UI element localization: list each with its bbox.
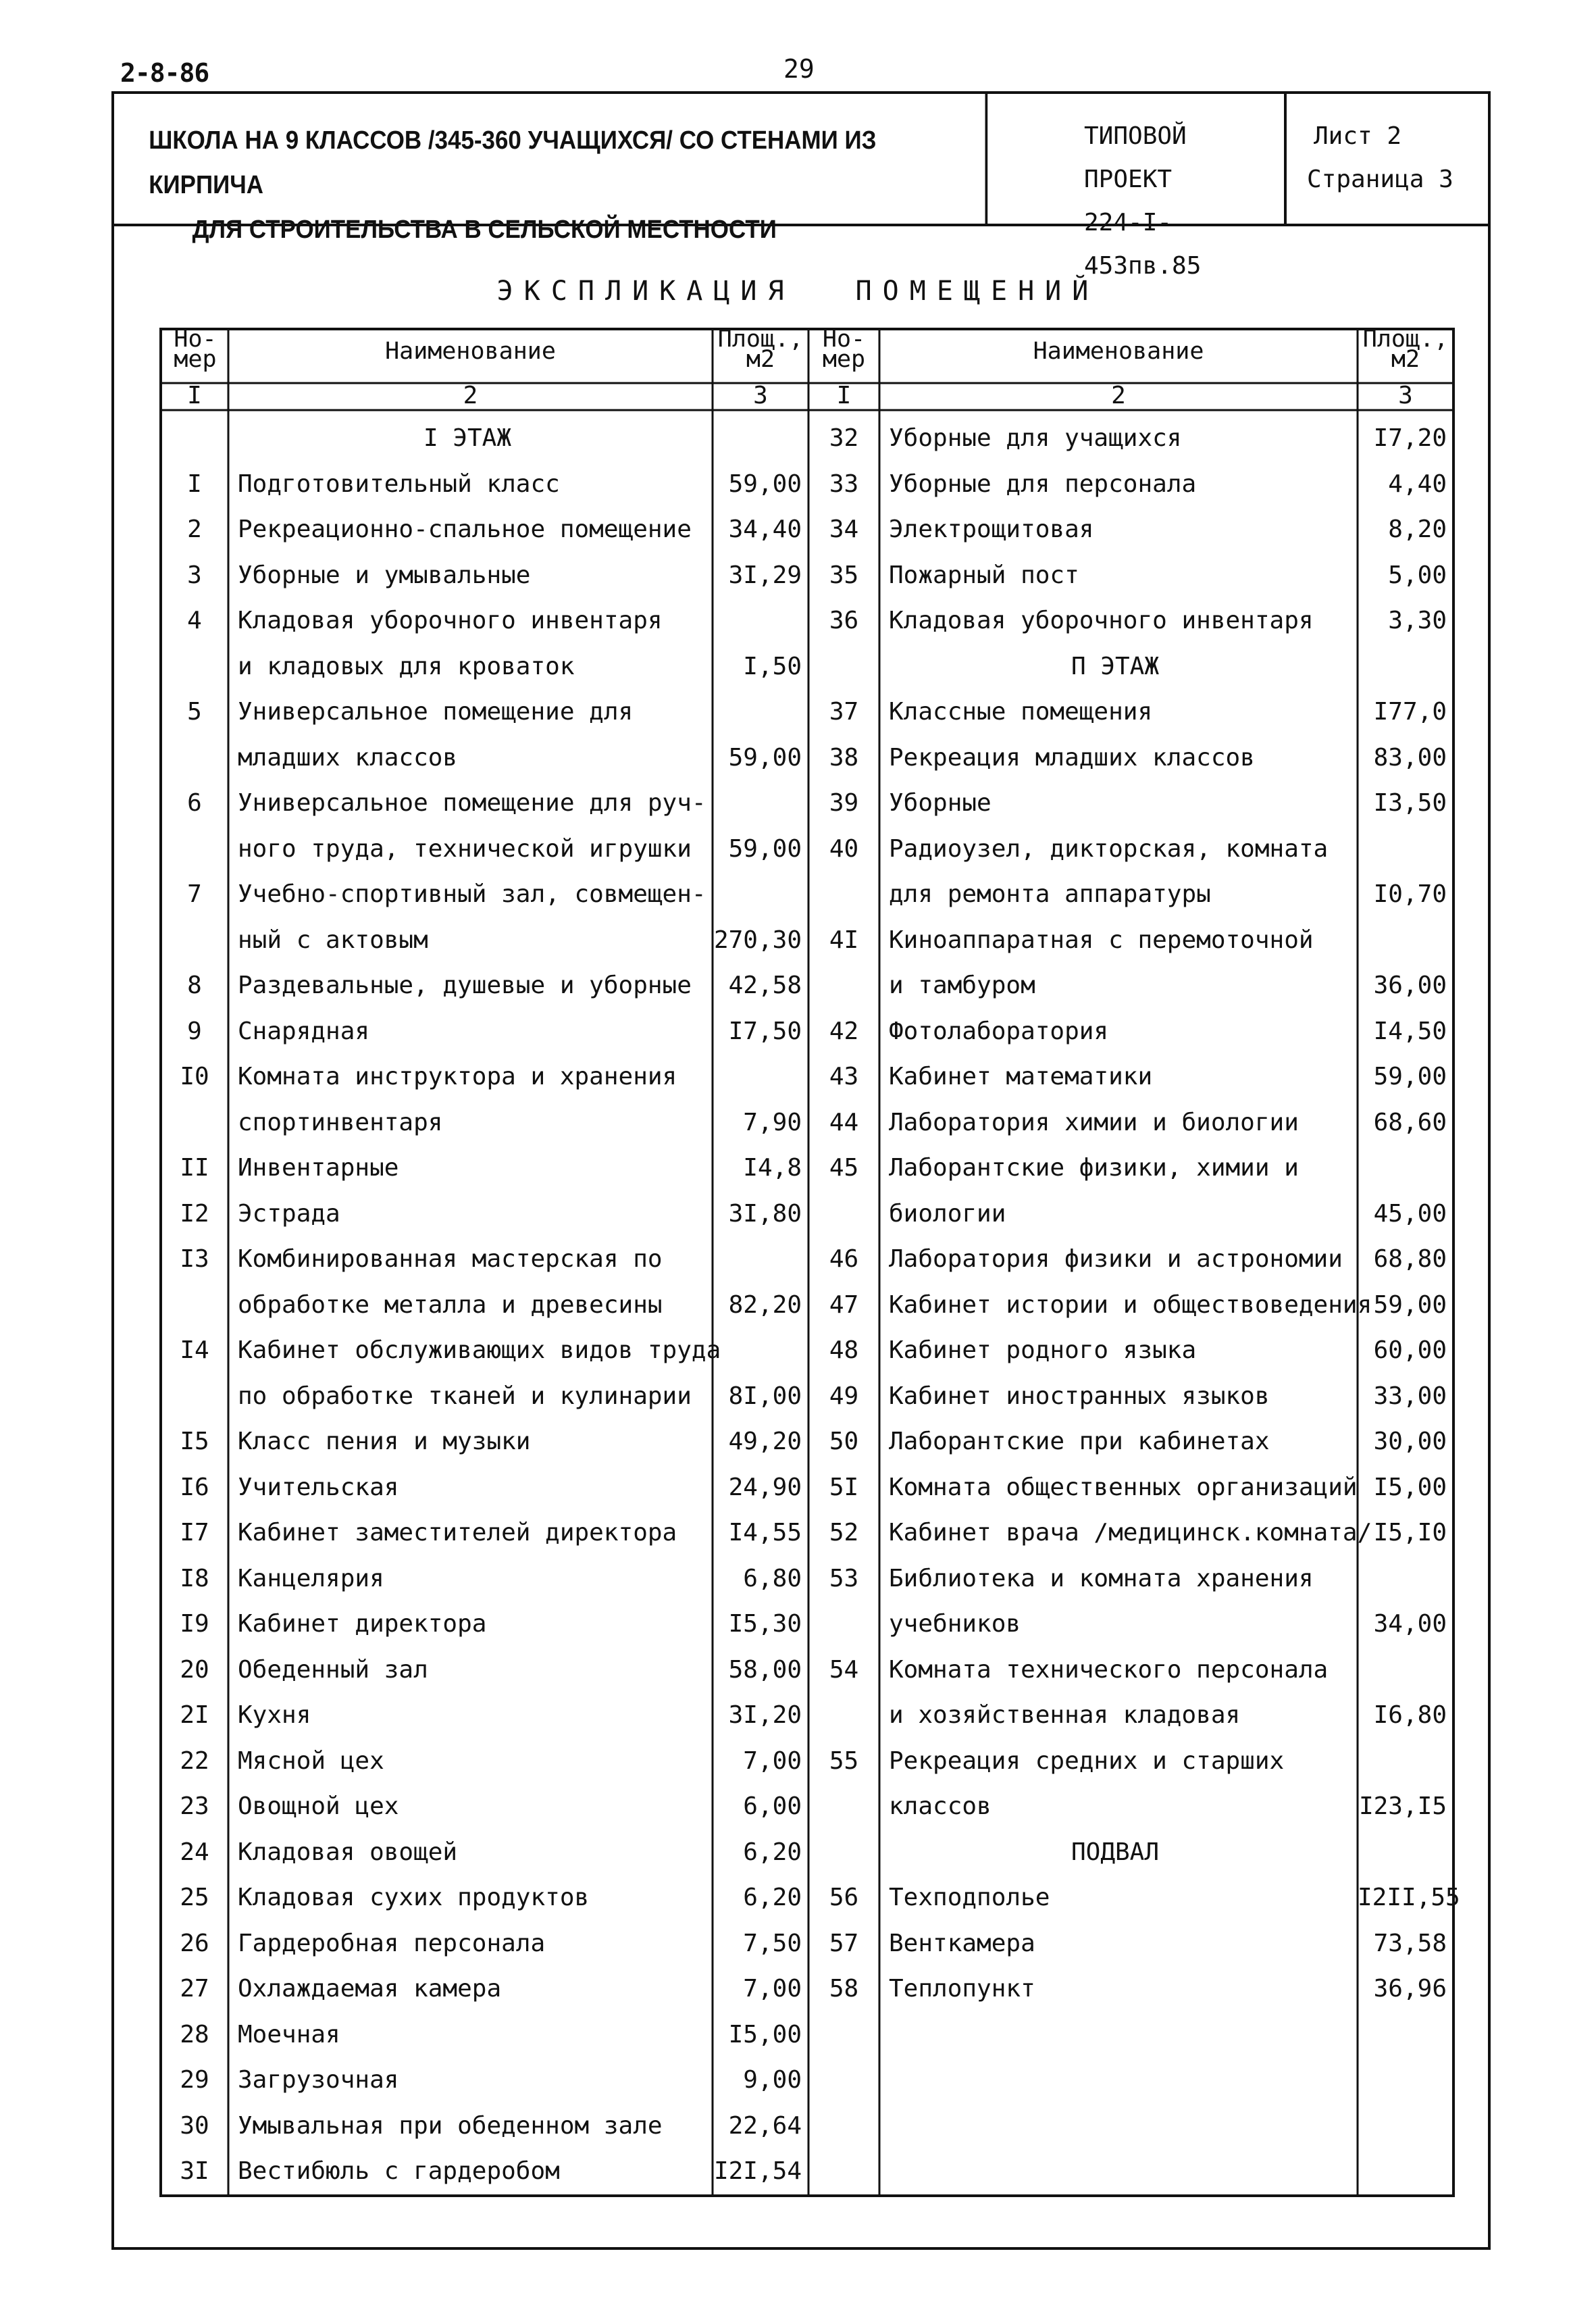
room-area: I4,55	[728, 1519, 802, 1546]
row-number: 8	[187, 972, 202, 999]
room-name: спортинвентаря	[238, 1109, 443, 1136]
row-number: 56	[829, 1884, 859, 1911]
room-area: 59,00	[728, 744, 802, 772]
room-area: 7,00	[743, 1747, 802, 1775]
room-area: 8I,00	[728, 1382, 802, 1410]
room-area: 6,20	[743, 1884, 802, 1911]
room-name: Кабинет врача /медицинск.комната/	[889, 1519, 1372, 1546]
row-number: 29	[180, 2066, 209, 2094]
room-area: 33,00	[1373, 1382, 1447, 1410]
row-number: 57	[829, 1930, 859, 1957]
row-number: 49	[829, 1382, 859, 1410]
room-area: 7,90	[743, 1109, 802, 1136]
project-label: ТИПОВОЙ ПРОЕКТ	[1084, 122, 1187, 193]
row-number: 23	[180, 1792, 209, 1820]
row-number: 4I	[829, 926, 859, 954]
row-number: 38	[829, 744, 859, 772]
row-number: 4	[187, 607, 202, 634]
header-num-line-1: Но-	[174, 326, 217, 353]
room-area: I2II,55	[1358, 1884, 1460, 1911]
row-number: 22	[180, 1747, 209, 1775]
room-name: Загрузочная	[238, 2066, 399, 2094]
row-number: I0	[180, 1063, 209, 1090]
room-name: Рекреация средних и старших	[889, 1747, 1285, 1775]
colnum-name-left: 2	[463, 382, 478, 409]
room-area: 83,00	[1373, 744, 1447, 772]
room-name: Вестибюль с гардеробом	[238, 2157, 560, 2185]
room-name: Уборные	[889, 789, 992, 817]
page-number: 29	[783, 54, 815, 84]
room-area: I5,I0	[1373, 1519, 1447, 1546]
room-area: 24,90	[728, 1474, 802, 1501]
room-area: 6,80	[743, 1565, 802, 1592]
row-number: I5	[180, 1428, 209, 1455]
room-name: Электрощитовая	[889, 515, 1094, 543]
header-num-line-2: мер	[822, 346, 866, 373]
room-area: 49,20	[728, 1428, 802, 1455]
room-area: 60,00	[1373, 1336, 1447, 1364]
room-name: Универсальное помещение для руч-	[238, 789, 706, 817]
room-name: Уборные и умывальные	[238, 561, 531, 589]
colnum-area-right: 3	[1398, 382, 1413, 409]
row-number: 40	[829, 835, 859, 863]
room-name: Кабинет родного языка	[889, 1336, 1197, 1364]
header-area-right	[1358, 326, 1453, 373]
room-area: I5,00	[1373, 1474, 1447, 1501]
room-name: Гардеробная персонала	[238, 1930, 546, 1957]
header-num-left	[162, 326, 228, 373]
row-number: 6	[187, 789, 202, 817]
floor-heading: ПОДВАЛ	[1071, 1838, 1160, 1866]
room-area: 5,00	[1388, 561, 1447, 589]
room-name: Кладовая сухих продуктов	[238, 1884, 590, 1911]
room-name: Классные помещения	[889, 698, 1153, 726]
room-area: 4,40	[1388, 470, 1447, 498]
title-line-1: ШКОЛА НА 9 КЛАССОВ /345-360 УЧАЩИХСЯ/ СО СТЕНАМИ ИЗ КИРПИЧА	[149, 126, 877, 199]
room-area: I3,50	[1373, 789, 1447, 817]
row-number: 37	[829, 698, 859, 726]
room-area: 34,40	[728, 515, 802, 543]
room-area: 36,96	[1373, 1975, 1447, 2003]
row-number: 33	[829, 470, 859, 498]
title-line-2: ДЛЯ СТРОИТЕЛЬСТВА В СЕЛЬСКОЙ МЕСТНОСТИ	[192, 216, 777, 244]
row-number: 26	[180, 1930, 209, 1957]
room-area: 7,50	[743, 1930, 802, 1957]
room-name: ного труда, технической игрушки	[238, 835, 692, 863]
room-name: Охлаждаемая камера	[238, 1975, 502, 2003]
room-name: Инвентарные	[238, 1154, 399, 1182]
header-num-line-2: мер	[174, 346, 217, 373]
row-number: 34	[829, 515, 859, 543]
room-name: Пожарный пост	[889, 561, 1079, 589]
room-area: I0,70	[1373, 880, 1447, 908]
room-name: Раздевальные, душевые и уборные	[238, 972, 692, 999]
room-name: Кабинет обслуживающих видов труда	[238, 1336, 721, 1364]
room-name: Кабинет директора	[238, 1610, 487, 1638]
room-area: 30,00	[1373, 1428, 1447, 1455]
room-name: Кабинет иностранных языков	[889, 1382, 1270, 1410]
room-name: Лаборантские при кабинетах	[889, 1428, 1270, 1455]
row-number: I3	[180, 1245, 209, 1273]
room-name: Эстрада	[238, 1200, 340, 1228]
row-number: 54	[829, 1656, 859, 1684]
room-name: Комната инструктора и хранения	[238, 1063, 677, 1090]
row-number: 32	[829, 424, 859, 452]
row-number: 53	[829, 1565, 859, 1592]
room-area: 59,00	[1373, 1063, 1447, 1090]
header-num-right	[808, 326, 879, 373]
room-name: обработке металла и древесины	[238, 1291, 663, 1319]
room-name: и тамбуром	[889, 972, 1035, 999]
room-name: Теплопункт	[889, 1975, 1035, 2003]
heading-word-2: ПОМЕЩЕНИЙ	[855, 276, 1100, 307]
row-number: 44	[829, 1109, 859, 1136]
page-label: Страница 3	[1307, 166, 1453, 193]
room-name: Рекреационно-спальное помещение	[238, 515, 692, 543]
room-name: классов	[889, 1792, 992, 1820]
room-name: и хозяйственная кладовая	[889, 1701, 1241, 1729]
room-area: 6,20	[743, 1838, 802, 1866]
room-name: Учительская	[238, 1474, 399, 1501]
row-number: 27	[180, 1975, 209, 2003]
row-number: 25	[180, 1884, 209, 1911]
row-number: I8	[180, 1565, 209, 1592]
header-name-left: Наименование	[385, 338, 556, 365]
room-name: Библиотека и комната хранения	[889, 1565, 1314, 1592]
room-name: Кабинет истории и обществоведения	[889, 1291, 1372, 1319]
row-number: 28	[180, 2021, 209, 2048]
row-number: 20	[180, 1656, 209, 1684]
row-number: 45	[829, 1154, 859, 1182]
floor-heading: I ЭТАЖ	[423, 424, 512, 452]
colnum-name-right: 2	[1111, 382, 1126, 409]
row-number: 9	[187, 1017, 202, 1045]
room-name: учебников	[889, 1610, 1021, 1638]
room-area: 270,30	[713, 926, 802, 954]
room-area: 3I,29	[728, 561, 802, 589]
room-area: I,50	[743, 653, 802, 680]
room-area: 82,20	[728, 1291, 802, 1319]
room-name: Канцелярия	[238, 1565, 384, 1592]
row-number: 30	[180, 2112, 209, 2140]
room-name: Моечная	[238, 2021, 340, 2048]
room-name: Класс пения и музыки	[238, 1428, 531, 1455]
room-area: 8,20	[1388, 515, 1447, 543]
floor-heading: П ЭТАЖ	[1071, 653, 1160, 680]
room-name: и кладовых для кроваток	[238, 653, 575, 680]
header-area-line-2: м2	[1391, 346, 1420, 373]
row-number: 3	[187, 561, 202, 589]
row-number: II	[180, 1154, 209, 1182]
room-name: Универсальное помещение для	[238, 698, 634, 726]
room-name: Мясной цех	[238, 1747, 384, 1775]
room-area: I4,50	[1373, 1017, 1447, 1045]
row-number: 58	[829, 1975, 859, 2003]
header-area-left	[713, 326, 808, 373]
row-number: 48	[829, 1336, 859, 1364]
room-name: Лаборантские физики, химии и	[889, 1154, 1299, 1182]
room-area: I7,20	[1373, 424, 1447, 452]
row-number: 7	[187, 880, 202, 908]
room-name: Лаборатория химии и биологии	[889, 1109, 1299, 1136]
room-name: для ремонта аппаратуры	[889, 880, 1211, 908]
row-number: 36	[829, 607, 859, 634]
room-area: I5,30	[728, 1610, 802, 1638]
room-name: Техподполье	[889, 1884, 1050, 1911]
room-name: Рекреация младших классов	[889, 744, 1255, 772]
room-name: Фотолаборатория	[889, 1017, 1109, 1045]
sheet-label: Лист 2	[1314, 122, 1402, 150]
room-area: I23,I5	[1358, 1792, 1447, 1820]
room-name: Учебно-спортивный зал, совмещен-	[238, 880, 706, 908]
header-area-line-1: Площ.,	[1362, 326, 1449, 353]
row-number: 55	[829, 1747, 859, 1775]
row-number: I9	[180, 1610, 209, 1638]
row-number: 5	[187, 698, 202, 726]
row-number: 24	[180, 1838, 209, 1866]
room-area: 42,58	[728, 972, 802, 999]
room-area: 59,00	[728, 470, 802, 498]
row-number: 3I	[180, 2157, 209, 2185]
room-area: 3I,20	[728, 1701, 802, 1729]
room-area: 7,00	[743, 1975, 802, 2003]
room-name: Венткамера	[889, 1930, 1035, 1957]
row-number: I4	[180, 1336, 209, 1364]
room-name: Обеденный зал	[238, 1656, 428, 1684]
room-name: Кладовая уборочного инвентаря	[238, 607, 663, 634]
room-name: Умывальная при обеденном зале	[238, 2112, 663, 2140]
colnum-num-right: I	[836, 382, 852, 409]
project-number: 224-I-453пв.85	[1084, 209, 1202, 280]
room-name: Комната технического персонала	[889, 1656, 1329, 1684]
room-name: ный с актовым	[238, 926, 428, 954]
room-name: Кабинет заместителей директора	[238, 1519, 677, 1546]
room-area: 34,00	[1373, 1610, 1447, 1638]
room-name: Кухня	[238, 1701, 311, 1729]
room-name: Киноаппаратная с перемоточной	[889, 926, 1314, 954]
room-area: 68,60	[1373, 1109, 1447, 1136]
room-area: 68,80	[1373, 1245, 1447, 1273]
room-area: 58,00	[728, 1656, 802, 1684]
room-name: Уборные для персонала	[889, 470, 1197, 498]
row-number: 5I	[829, 1474, 859, 1501]
room-area: 45,00	[1373, 1200, 1447, 1228]
room-name: Комната общественных организаций	[889, 1474, 1358, 1501]
row-number: 47	[829, 1291, 859, 1319]
room-name: Уборные для учащихся	[889, 424, 1182, 452]
colnum-area-left: 3	[753, 382, 768, 409]
room-name: Кладовая овощей	[238, 1838, 458, 1866]
room-name: Комбинированная мастерская по	[238, 1245, 663, 1273]
room-name: Овощной цех	[238, 1792, 399, 1820]
room-area: 59,00	[1373, 1291, 1447, 1319]
room-name: Подготовительный класс	[238, 470, 560, 498]
row-number: 50	[829, 1428, 859, 1455]
room-area: 22,64	[728, 2112, 802, 2140]
room-name: Снарядная	[238, 1017, 370, 1045]
header-area-line-1: Площ.,	[717, 326, 804, 353]
room-area: 3,30	[1388, 607, 1447, 634]
room-area: I6,80	[1373, 1701, 1447, 1729]
row-number: 46	[829, 1245, 859, 1273]
row-number: I7	[180, 1519, 209, 1546]
room-area: I4,8	[743, 1154, 802, 1182]
colnum-num-left: I	[187, 382, 202, 409]
room-area: 6,00	[743, 1792, 802, 1820]
row-number: I6	[180, 1474, 209, 1501]
room-area: 59,00	[728, 835, 802, 863]
header-name-right: Наименование	[1033, 338, 1204, 365]
room-area: 73,58	[1373, 1930, 1447, 1957]
room-area: 9,00	[743, 2066, 802, 2094]
room-area: I2I,54	[713, 2157, 802, 2185]
row-number: 35	[829, 561, 859, 589]
room-name: биологии	[889, 1200, 1006, 1228]
room-area: 36,00	[1373, 972, 1447, 999]
room-name: Радиоузел, дикторская, комната	[889, 835, 1329, 863]
row-number: 42	[829, 1017, 859, 1045]
room-name: по обработке тканей и кулинарии	[238, 1382, 692, 1410]
room-area: I5,00	[728, 2021, 802, 2048]
room-name: Кабинет математики	[889, 1063, 1153, 1090]
row-number: 43	[829, 1063, 859, 1090]
document-code: 2-8-86	[120, 58, 209, 88]
room-area: 3I,80	[728, 1200, 802, 1228]
row-number: I2	[180, 1200, 209, 1228]
row-number: 52	[829, 1519, 859, 1546]
row-number: I	[187, 470, 202, 498]
row-number: 2I	[180, 1701, 209, 1729]
room-area: I7,50	[728, 1017, 802, 1045]
header-num-line-1: Но-	[822, 326, 866, 353]
room-name: Лаборатория физики и астрономии	[889, 1245, 1343, 1273]
room-name: младших классов	[238, 744, 458, 772]
row-number: 2	[187, 515, 202, 543]
header-area-line-2: м2	[746, 346, 775, 373]
room-area: I77,0	[1373, 698, 1447, 726]
heading-word-1: ЭКСПЛИКАЦИЯ	[496, 276, 795, 307]
room-name: Кладовая уборочного инвентаря	[889, 607, 1314, 634]
row-number: 39	[829, 789, 859, 817]
